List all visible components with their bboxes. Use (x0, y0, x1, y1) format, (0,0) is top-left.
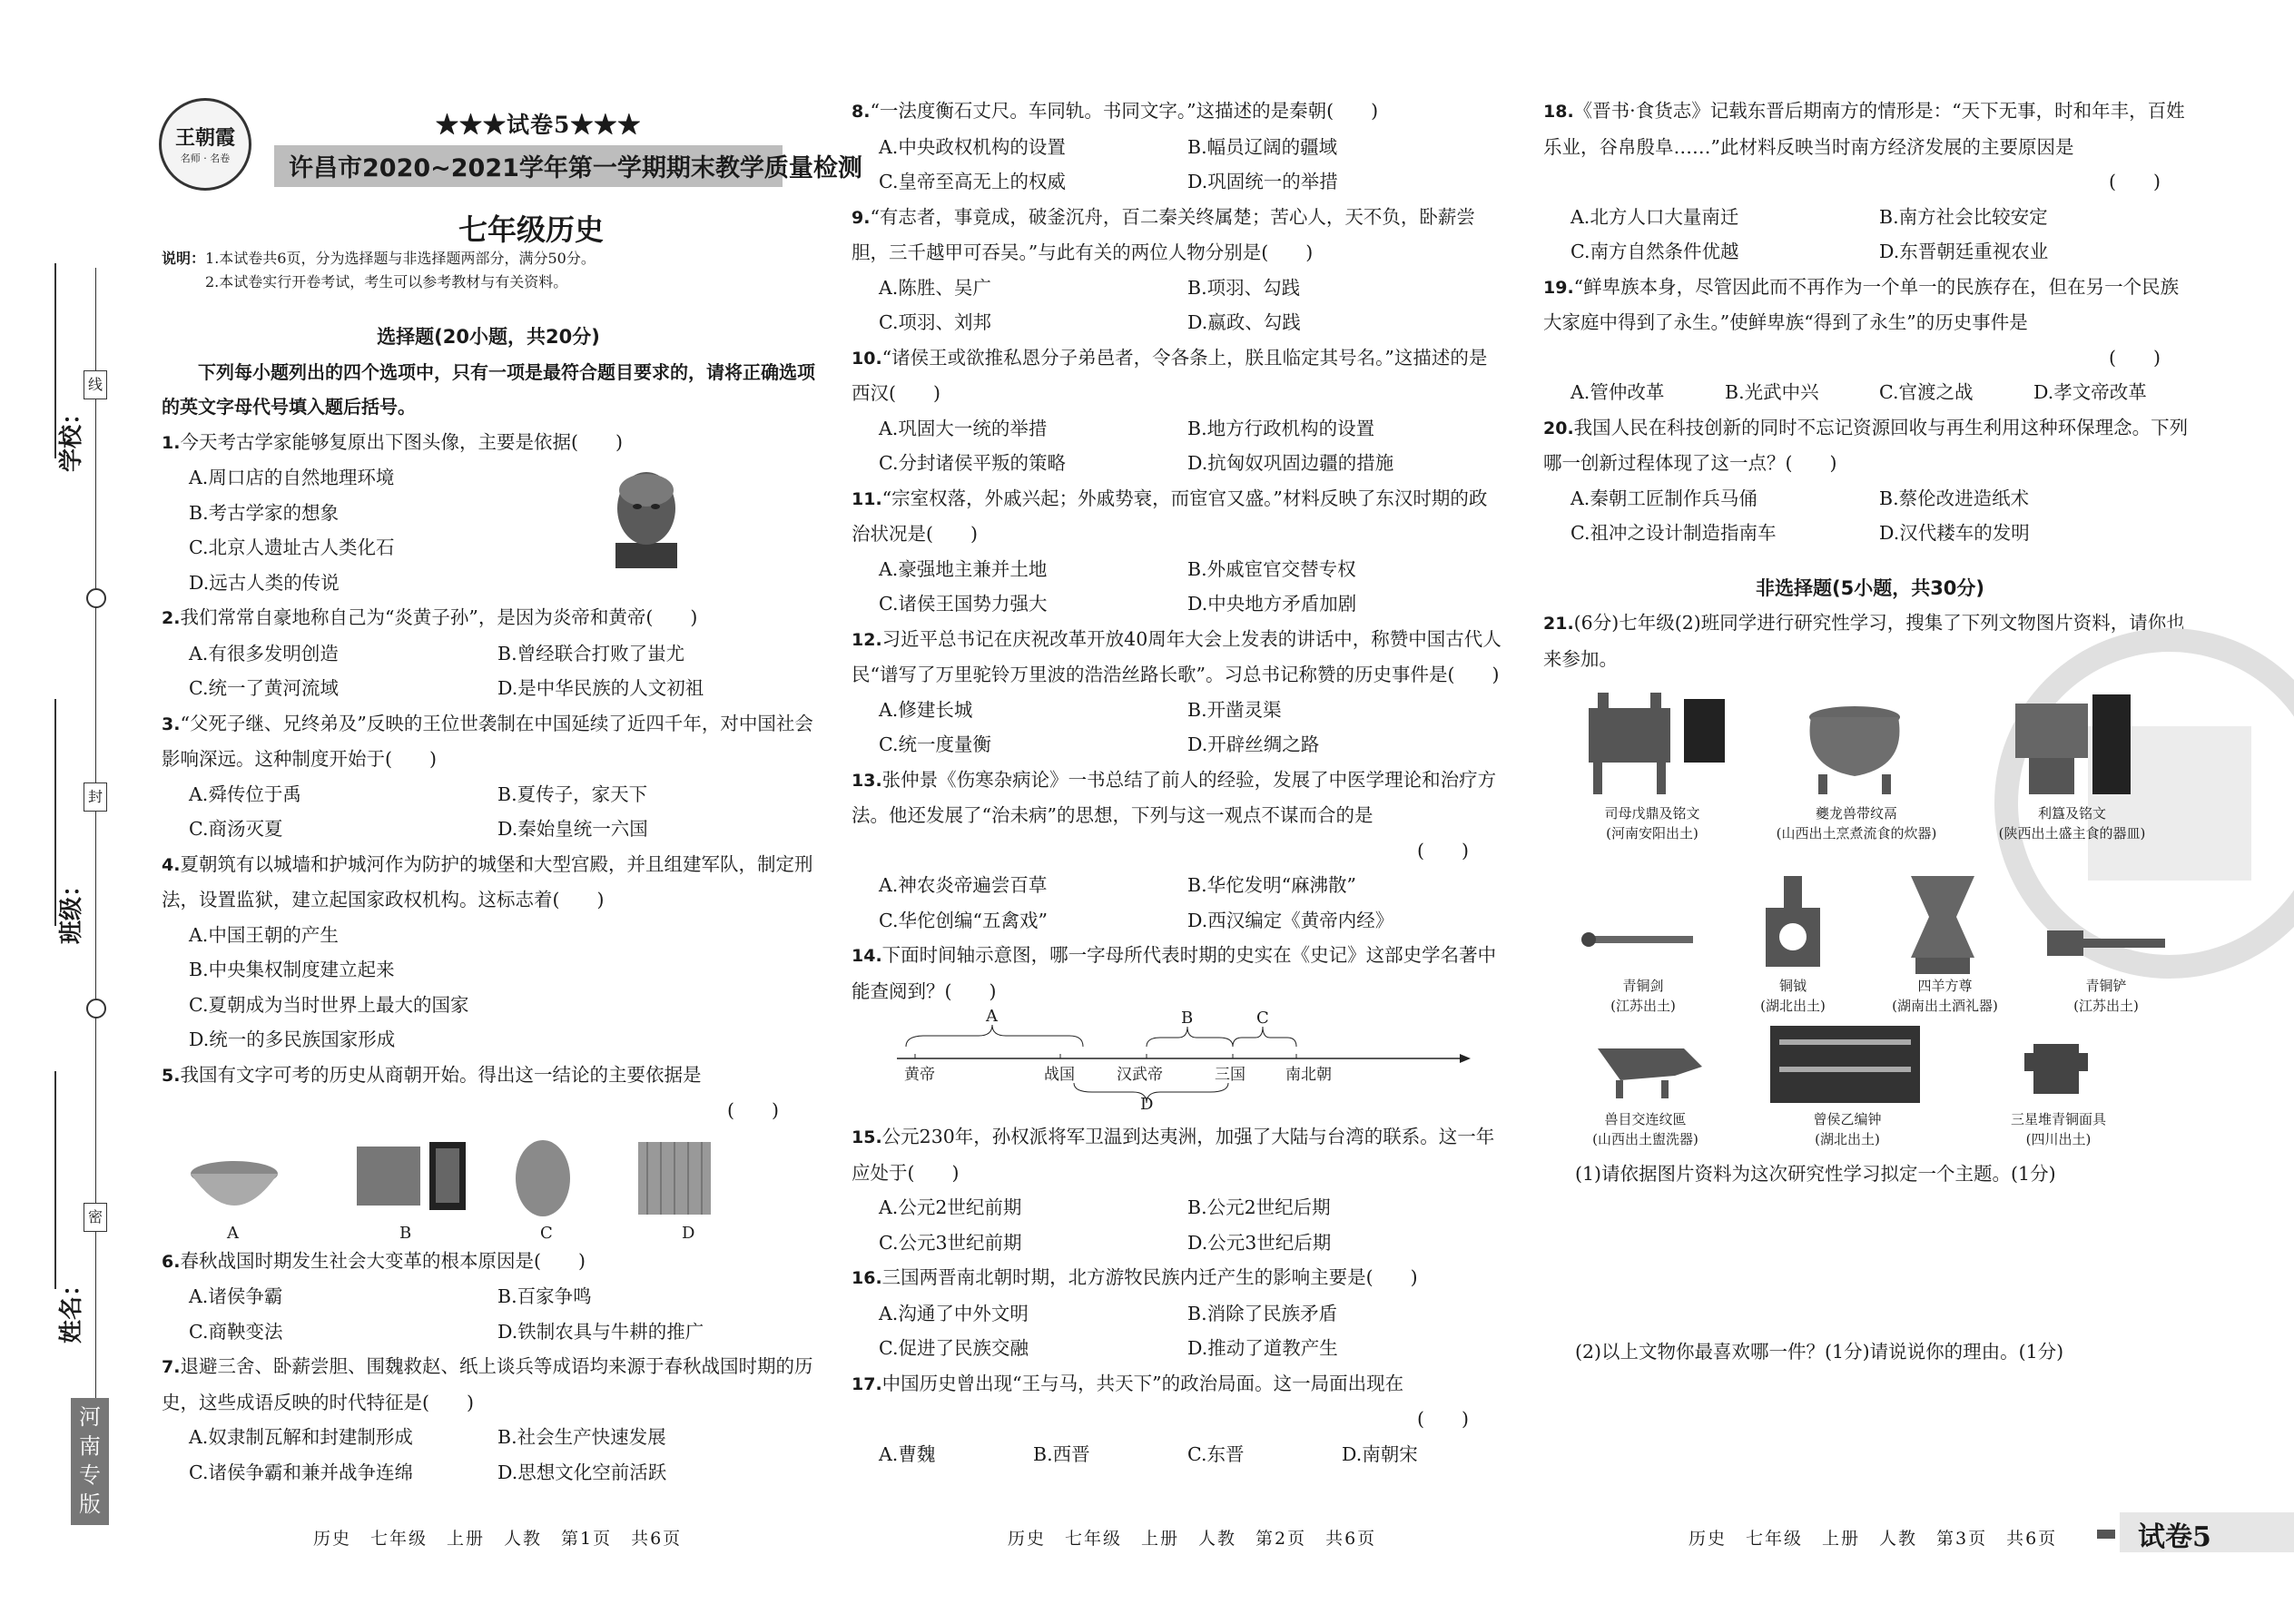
artifact-note: (江苏出土) (2073, 998, 2139, 1014)
artifact-note: (湖北出土) (1760, 998, 1826, 1014)
option[interactable]: B.消除了民族矛盾 (1187, 1302, 1338, 1324)
option[interactable]: C.祖冲之设计制造指南车 (1570, 522, 1777, 544)
note-1: 1.本试卷共6页，分为选择题与非选择题两部分，满分50分。 (205, 250, 596, 267)
question-13 (852, 763, 1505, 939)
question-14 (852, 938, 1505, 1119)
option[interactable]: A.有很多发明创造 (189, 642, 339, 664)
binding-hole-icon (86, 588, 106, 608)
page-footer-3: 历史 七年级 上册 人教 第3页 共6页 (1689, 1529, 2058, 1549)
class-label: 班级： (58, 872, 85, 944)
exam-title: 许昌市2020~2021学年第一学期期末教学质量检测 (289, 154, 862, 182)
option[interactable]: B.曾经联合打败了蚩尤 (497, 642, 685, 664)
option[interactable]: B.社会生产快速发展 (497, 1426, 666, 1448)
peking-man-bust-image (596, 463, 695, 572)
option[interactable]: D.巩固统一的举措 (1187, 171, 1338, 192)
artifact-name: 夔龙兽带纹鬲 (1815, 805, 1897, 822)
question-stem: 我们常常自豪地称自己为“炎黄子孙”，是因为炎帝和黄帝( ) (180, 606, 698, 628)
question-1 (162, 425, 815, 601)
timeline-label-a: A (986, 1007, 998, 1026)
option[interactable]: B.考古学家的想象 (189, 501, 340, 524)
option[interactable]: D.中央地方矛盾加剧 (1187, 593, 1357, 615)
image-label-b: B (399, 1223, 412, 1243)
option[interactable]: A.沟通了中外文明 (879, 1302, 1029, 1324)
option[interactable]: A.巩固大一统的举措 (879, 417, 1048, 439)
option[interactable]: B.华佗发明“麻沸散” (1187, 874, 1357, 896)
question-number: 4. (162, 854, 181, 875)
option[interactable]: B.开凿灵渠 (1187, 698, 1282, 721)
timeline-point: 汉武帝 (1117, 1066, 1163, 1084)
question-stem: 我国人民在科技创新的同时不忘记资源回收与再生利用这种环保理念。下列哪一创新过程体现了这一点？( ) (1543, 416, 2189, 474)
timeline-label-c: C (1256, 1009, 1269, 1028)
question-number: 9. (852, 207, 871, 228)
question-stem: “诸侯王或欲推私恩分子弟邑者，令各条上，朕且临定其号名。”这描述的是西汉( ) (852, 346, 1488, 404)
question-stem: 我国有文字可考的历史从商朝开始。得出这一结论的主要依据是 (180, 1063, 702, 1086)
artifact-image (1575, 912, 1702, 967)
timeline-point: 黄帝 (904, 1066, 935, 1084)
option[interactable]: B.西晋 (1033, 1442, 1090, 1465)
timeline-point: 南北朝 (1285, 1066, 1332, 1084)
question-number: 5. (162, 1065, 181, 1086)
option[interactable]: A.中央政权机构的设置 (879, 135, 1066, 158)
option[interactable]: B.外戚宦官交替专权 (1187, 557, 1356, 580)
artifact-name: 三星堆青铜面具 (2010, 1111, 2106, 1127)
option[interactable]: A.奴隶制瓦解和封建制形成 (189, 1426, 413, 1448)
section2-title: 非选择题(5小题，共30分) (1755, 576, 1985, 599)
class-underline (54, 699, 56, 926)
brand-name: 王朝霞 (174, 126, 235, 150)
question-20 (1543, 410, 2197, 551)
option[interactable]: A.曹魏 (879, 1442, 936, 1465)
question-number: 18. (1543, 102, 1574, 122)
option[interactable]: A.陈胜、吴广 (879, 276, 991, 299)
option[interactable]: D.西汉编定《黄帝内经》 (1187, 909, 1394, 931)
option[interactable]: A.公元2世纪前期 (879, 1196, 1022, 1218)
artifact-name: 青铜铲 (2085, 978, 2127, 994)
question-number: 20. (1543, 418, 1574, 438)
artifact-caption (1575, 976, 1711, 1016)
option[interactable]: C.诸侯争霸和兼并战争连绵 (189, 1461, 413, 1483)
question-stem: 张仲景《伤寒杂病论》一书总结了前人的经验，发展了中医学理论和治疗方法。他还发展了“治未病”的思想，下列与这一观点不谋而合的是 (852, 768, 1497, 826)
option[interactable]: B.蔡伦改进造纸术 (1879, 487, 2030, 509)
section1-title: 选择题(20小题，共20分) (377, 326, 600, 348)
answer-bracket: ( ) (727, 1099, 779, 1121)
option[interactable]: B.幅员辽阔的疆域 (1187, 135, 1338, 158)
page-footer-1: 历史 七年级 上册 人教 第1页 共6页 (313, 1529, 683, 1549)
artifact-note: (山西出土盥洗器) (1592, 1131, 1698, 1147)
question-stem: 习近平总书记在庆祝改革开放40周年大会上发表的讲话中，称赞中国古代人民“谱写了万里驼铃万里波的浩浩丝路长歌”。习总书记称赞的历史事件是( ) (852, 627, 1501, 685)
seal-secret-char: 密 (84, 1203, 107, 1232)
option[interactable]: C.商鞅变法 (189, 1320, 283, 1343)
painted-pottery-bowl-image (191, 1161, 278, 1206)
option[interactable]: C.商汤灭夏 (189, 818, 283, 840)
option[interactable]: D.东晋朝廷重视农业 (1879, 241, 2049, 262)
corner-decoration (2097, 1530, 2115, 1539)
question-3 (162, 706, 815, 847)
question-stem: 今天考古学家能够复原出下图头像，主要是依据( ) (180, 430, 623, 453)
option[interactable]: A.舜传位于禹 (189, 782, 301, 805)
name-label: 姓名： (58, 1272, 85, 1343)
school-underline (54, 263, 56, 458)
option[interactable]: D.嬴政、勾践 (1187, 311, 1301, 333)
seal-seal-char: 封 (84, 782, 107, 812)
answer-bracket: ( ) (2109, 171, 2161, 192)
artifact-name: 青铜剑 (1622, 978, 1664, 994)
question-number: 13. (852, 770, 882, 791)
artifact-image (1893, 871, 1993, 980)
option[interactable]: A.神农炎帝遍尝百草 (879, 874, 1048, 896)
question-15 (852, 1119, 1505, 1260)
question-number: 10. (852, 348, 882, 369)
question-4 (162, 847, 815, 1058)
artifact-image (1757, 871, 1829, 976)
answer-bracket: ( ) (1417, 839, 1469, 861)
artifact-image (1575, 685, 1729, 799)
q5-option-images (180, 1137, 797, 1237)
artifact-note: (江苏出土) (1610, 998, 1676, 1014)
option[interactable]: C.诸侯王国势力强大 (879, 593, 1048, 615)
question-12 (852, 622, 1505, 763)
column-3 (1543, 94, 2197, 676)
option[interactable]: D.统一的多民族国家形成 (189, 1029, 396, 1050)
artifact-caption (1566, 803, 1738, 843)
artifact-image (2038, 917, 2174, 967)
question-11 (852, 481, 1505, 622)
seal-line-char: 线 (84, 370, 107, 399)
question-7 (162, 1349, 815, 1490)
option[interactable]: B.地方行政机构的设置 (1187, 417, 1375, 439)
option[interactable]: D.思想文化空前活跃 (497, 1461, 667, 1483)
artifact-caption (1974, 803, 2170, 843)
option[interactable]: D.南朝宋 (1342, 1442, 1418, 1465)
image-label-d: D (682, 1223, 695, 1243)
option[interactable]: D.推动了道教产生 (1187, 1337, 1338, 1359)
option[interactable]: C.东晋 (1187, 1442, 1245, 1465)
option[interactable]: A.周口店的自然地理环境 (189, 467, 395, 488)
timeline-point: 三国 (1215, 1066, 1245, 1084)
artifact-image (1770, 1026, 1920, 1103)
artifact-name: 司母戊鼎及铭文 (1604, 805, 1700, 822)
option[interactable]: C.北京人遗址古人类化石 (189, 536, 395, 558)
question-number: 15. (852, 1127, 882, 1147)
question-number: 19. (1543, 277, 1574, 298)
artifact-image (2024, 1035, 2088, 1103)
option[interactable]: C.官渡之战 (1879, 381, 1974, 403)
artifact-note: (四川出土) (2025, 1131, 2092, 1147)
question-number: 21. (1543, 614, 1574, 634)
question-number: 3. (162, 714, 181, 734)
question-number: 1. (162, 432, 181, 453)
artifact-caption (1566, 1109, 1725, 1149)
question-stem: “有志者，事竟成，破釜沉舟，百二秦关终属楚；苦心人，天不负，卧薪尝胆，三千越甲可吞吴。”与此有关的两位人物分别是( ) (852, 205, 1475, 263)
option[interactable]: B.中央集权制度建立起来 (189, 959, 395, 980)
option[interactable]: B.夏传子，家天下 (497, 782, 648, 805)
question-number: 14. (852, 946, 882, 966)
option[interactable]: D.公元3世纪后期 (1187, 1231, 1332, 1254)
option[interactable]: B.项羽、勾践 (1187, 276, 1301, 299)
question-number: 17. (852, 1373, 882, 1394)
notes-label: 说明： (162, 250, 206, 267)
question-stem: 三国两晋南北朝时期，北方游牧民族内迁产生的影响主要是( ) (881, 1266, 1418, 1288)
option[interactable]: D.抗匈奴巩固边疆的措施 (1187, 452, 1394, 474)
binding-hole-icon (86, 999, 106, 1019)
question-10 (852, 340, 1505, 481)
option[interactable]: C.分封诸侯平叛的策略 (879, 452, 1066, 474)
column-2 (852, 94, 1505, 1471)
option[interactable]: C.皇帝至高无上的权威 (879, 171, 1066, 192)
option[interactable]: D.孝文帝改革 (2033, 381, 2147, 403)
question-stem: 春秋战国时期发生社会大变革的根本原因是( ) (180, 1249, 586, 1272)
artifact-caption (1729, 976, 1856, 1016)
question-stem: 中国历史曾出现“王与马，共天下”的政治局面。这一局面出现在 (881, 1372, 1404, 1394)
bronze-vessel-inscription-image (357, 1142, 466, 1210)
question-9 (852, 200, 1505, 340)
question-8 (852, 94, 1505, 200)
image-label-a: A (227, 1223, 239, 1243)
timeline-point: 战国 (1044, 1066, 1075, 1084)
answer-bracket: ( ) (1417, 1408, 1469, 1430)
artifact-name: 四羊方尊 (1917, 978, 1973, 994)
region-badge: 河南专版 (71, 1398, 109, 1525)
option[interactable]: A.北方人口大量南迁 (1570, 205, 1739, 228)
timeline-label-d: D (1140, 1095, 1154, 1114)
question-stem: (6分)七年级(2)班同学进行研究性学习，搜集了下列文物图片资料，请你也来参加。 (1543, 612, 2185, 670)
bamboo-slips-image (638, 1142, 711, 1215)
option[interactable]: D.汉代耧车的发明 (1879, 522, 2030, 544)
question-17 (852, 1366, 1505, 1472)
timeline-label-b: B (1181, 1009, 1194, 1028)
bronze-mask-image (516, 1140, 570, 1216)
option[interactable]: C.华佗创编“五禽戏” (879, 909, 1048, 931)
corner-tag: 试卷5 (2138, 1521, 2211, 1553)
artifact-note: (湖北出土) (1815, 1131, 1880, 1147)
question-stem: 下面时间轴示意图，哪一字母所代表时期的史实在《史记》这部史学名著中能查阅到？( ) (852, 944, 1497, 1002)
option[interactable]: D.远古人类的传说 (189, 571, 340, 594)
question-16 (852, 1260, 1505, 1366)
option[interactable]: A.管仲改革 (1570, 381, 1665, 403)
option[interactable]: D.铁制农具与牛耕的推广 (497, 1320, 704, 1343)
brand-sub: 名师 · 名卷 (180, 153, 231, 164)
option[interactable]: B.公元2世纪后期 (1187, 1196, 1331, 1218)
option[interactable]: C.促进了民族交融 (879, 1337, 1029, 1359)
option[interactable]: C.统一了黄河流域 (189, 677, 339, 699)
question-6 (162, 1244, 815, 1350)
question-19 (1543, 270, 2197, 410)
option[interactable]: A.秦朝工匠制作兵马俑 (1570, 487, 1757, 509)
question-2 (162, 600, 815, 706)
artifact-name: 兽目交连纹匜 (1604, 1111, 1687, 1127)
question-number: 8. (852, 102, 871, 122)
artifact-image (2006, 690, 2133, 803)
note-2: 2.本试卷实行开卷考试，考生可以参考教材与有关资料。 (205, 273, 568, 290)
option[interactable]: C.项羽、刘邦 (879, 311, 991, 333)
artifact-caption (2038, 976, 2174, 1016)
question-number: 2. (162, 608, 181, 628)
option[interactable]: A.豪强地主兼并土地 (879, 557, 1048, 580)
option[interactable]: C.公元3世纪前期 (879, 1231, 1022, 1254)
artifact-caption (1761, 803, 1952, 843)
artifact-note: (河南安阳出土) (1606, 825, 1698, 842)
question-18 (1543, 94, 2197, 270)
name-underline (54, 1071, 56, 1289)
artifact-caption (1979, 1109, 2138, 1149)
option[interactable]: C.统一度量衡 (879, 733, 991, 755)
column-1 (162, 320, 815, 1490)
question-stem: 公元230年，孙权派将军卫温到达夷洲，加强了大陆与台湾的联系。这一年应处于( ) (852, 1126, 1495, 1184)
question-stem: “鲜卑族本身，尽管因此而不再作为一个单一的民族存在，但在另一个民族大家庭中得到了永生。”使鲜卑族“得到了永生”的历史事件是 (1543, 275, 2180, 333)
option[interactable]: A.中国王朝的产生 (189, 923, 339, 946)
question-stem: “一法度衡石丈尺。车同轨。书同文字。”这描述的是秦朝( ) (870, 100, 1379, 122)
question-stem: 夏朝筑有以城墙和护城河作为防护的城堡和大型宫殿，并且组建军队，制定刑法，设置监狱，建立起国家政权机构。这标志着( ) (162, 852, 813, 910)
option[interactable]: D.秦始皇统一六国 (497, 818, 648, 840)
exam-tag: ★★★试卷5★★★ (436, 112, 642, 138)
option[interactable]: B.南方社会比较安定 (1879, 205, 2048, 228)
artifact-note: (山西出土烹煮流食的炊器) (1776, 825, 1937, 842)
artifact-note: (陕西出土盛主食的器皿) (1998, 825, 2146, 842)
artifact-image (1584, 1030, 1711, 1103)
option[interactable]: B.百家争鸣 (497, 1285, 592, 1307)
artifact-note: (湖南出土酒礼器) (1892, 998, 1998, 1014)
option[interactable]: D.开辟丝绸之路 (1187, 733, 1320, 755)
page-footer-2: 历史 七年级 上册 人教 第2页 共6页 (1008, 1529, 1377, 1549)
artifact-name: 利簋及铭文 (2037, 805, 2106, 822)
artifact-name: 铜钺 (1778, 978, 1807, 994)
question-5 (162, 1058, 815, 1244)
answer-bracket: ( ) (2109, 346, 2161, 369)
binding-line (95, 268, 96, 1403)
artifact-name: 曾侯乙编钟 (1813, 1111, 1882, 1127)
option[interactable]: A.修建长城 (879, 698, 973, 721)
section1-instruction: 下列每小题列出的四个选项中，只有一项是最符合题目要求的，请将正确选项的英文字母代号填入题后括号。 (162, 360, 815, 418)
artifact-caption (1866, 976, 2024, 1016)
question-number: 12. (852, 629, 882, 650)
question-stem: 《晋书·食货志》记载东晋后期南方的情形是：“天下无事，时和年丰，百姓乐业，谷帛殷阜……”此材料反映当时南方经济发展的主要原因是 (1543, 100, 2185, 158)
option[interactable]: C.南方自然条件优越 (1570, 241, 1739, 262)
question-number: 11. (852, 488, 882, 509)
option[interactable]: D.是中华民族的人文初祖 (497, 677, 704, 699)
option[interactable]: A.诸侯争霸 (189, 1285, 283, 1307)
question-stem: “父死子继、兄终弟及”反映的王位世袭制在中国延续了近四千年，对中国社会影响深远。这种制度开始于( ) (162, 712, 813, 770)
artifact-caption (1784, 1109, 1911, 1149)
q21-sub1: (1)请依据图片资料为这次研究性学习拟定一个主题。(1分) (1575, 1163, 2056, 1185)
option[interactable]: C.夏朝成为当时世界上最大的国家 (189, 993, 469, 1016)
image-label-c: C (540, 1223, 553, 1243)
q21-sub2: (2)以上文物你最喜欢哪一件？(1分)请说说你的理由。(1分) (1575, 1341, 2064, 1363)
brand-logo (159, 98, 251, 191)
school-label: 学校： (58, 400, 85, 472)
artifact-image (1793, 694, 1915, 799)
question-number: 16. (852, 1268, 882, 1288)
subject-title: 七年级历史 (458, 212, 605, 247)
notes (162, 247, 596, 294)
question-stem: 退避三舍、卧薪尝胆、围魏救赵、纸上谈兵等成语均来源于春秋战国时期的历史，这些成语反映的时代特征是( ) (162, 1355, 813, 1413)
question-stem: “宗室权落，外戚兴起；外戚势衰，而宦官又盛。”材料反映了东汉时期的政治状况是( ) (852, 487, 1488, 545)
question-number: 6. (162, 1251, 181, 1272)
option[interactable]: B.光武中兴 (1725, 381, 1819, 403)
question-number: 7. (162, 1357, 181, 1377)
